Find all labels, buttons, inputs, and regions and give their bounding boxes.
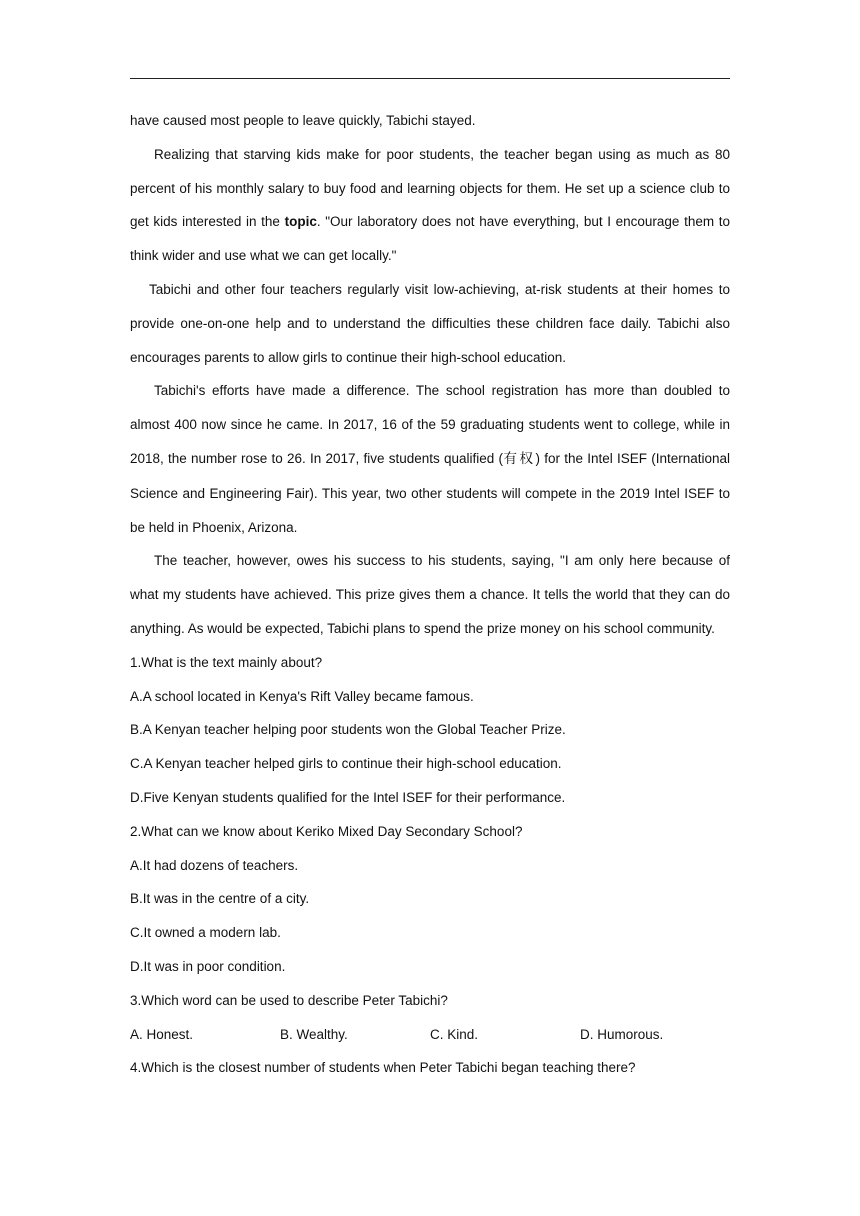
question-option: D.It was in poor condition.: [130, 958, 286, 974]
header-rule: [130, 78, 730, 79]
p3-chinese-gloss: 有权: [503, 450, 536, 467]
question-option: A.A school located in Kenya's Rift Valley became famous.: [130, 688, 474, 704]
question-options-row: [130, 1018, 730, 1052]
passage-paragraph-4: The teacher, however, owes his success to his students, saying, "I am only here because of what my students have achieved. This prize gives them a chance. It tells the world that they can do anything. As would be expected, Tabichi plans to spend the prize money on his school community.: [130, 553, 730, 636]
passage-paragraph-0: have caused most people to leave quickly, Tabichi stayed.: [130, 113, 476, 128]
question-option: C.It owned a modern lab.: [130, 925, 281, 941]
passage-paragraph-2: Tabichi and other four teachers regularly visit low-achieving, at-risk students at their homes to provide one-on-one help and to understand the difficulties these children face daily. Tabichi also encourages parents to allow girls to continue their high-school education.: [130, 281, 730, 365]
passage-paragraph-1: [130, 138, 730, 273]
question-option: D. Humorous.: [580, 1026, 664, 1042]
question-option: C. Kind.: [430, 1026, 479, 1042]
question-stem: 4.Which is the closest number of students when Peter Tabichi began teaching there?: [130, 1060, 636, 1076]
question-option: C.A Kenyan teacher helped girls to continue their high-school education.: [130, 756, 562, 772]
question-stem: 2.What can we know about Keriko Mixed Day Secondary School?: [130, 823, 523, 839]
p3-text: Tabichi's efforts have made a difference. The school registration has more than doubled to almost 400 now since he came. In 2017, 16 of the 59 graduating students went to college, while in 2018, the number rose to 26. In 2017, five students qualified (: [130, 383, 730, 466]
p1-bold-word: topic: [284, 214, 317, 230]
passage-paragraph-3: [130, 374, 730, 544]
question-stem: 1.What is the text mainly about?: [130, 654, 323, 670]
question-option: A.It had dozens of teachers.: [130, 857, 299, 873]
p3-text-after: ) for the Intel ISEF (International Science and Engineering Fair). This year, two other students will compete in the 2019 Intel ISEF to be held in Phoenix, Arizona.: [130, 450, 731, 535]
question-option: D.Five Kenyan students qualified for the Intel ISEF for their performance.: [130, 789, 566, 805]
p1-text-after: . "Our laboratory does not have everything, but I encourage them to think wider and use what we can get locally.": [130, 214, 731, 264]
question-stem: 3.Which word can be used to describe Peter Tabichi?: [130, 992, 448, 1008]
document-body: [130, 104, 730, 1085]
question-option: B. Wealthy.: [280, 1026, 348, 1042]
question-option: B.It was in the centre of a city.: [130, 891, 310, 907]
question-option: A. Honest.: [130, 1026, 194, 1042]
question-option: B.A Kenyan teacher helping poor students won the Global Teacher Prize.: [130, 722, 566, 738]
p1-text: Realizing that starving kids make for poor students, the teacher began using as much as 80 percent of his monthly salary to buy food and learning objects for them. He set up a science club to get kids interested in the: [130, 146, 730, 230]
